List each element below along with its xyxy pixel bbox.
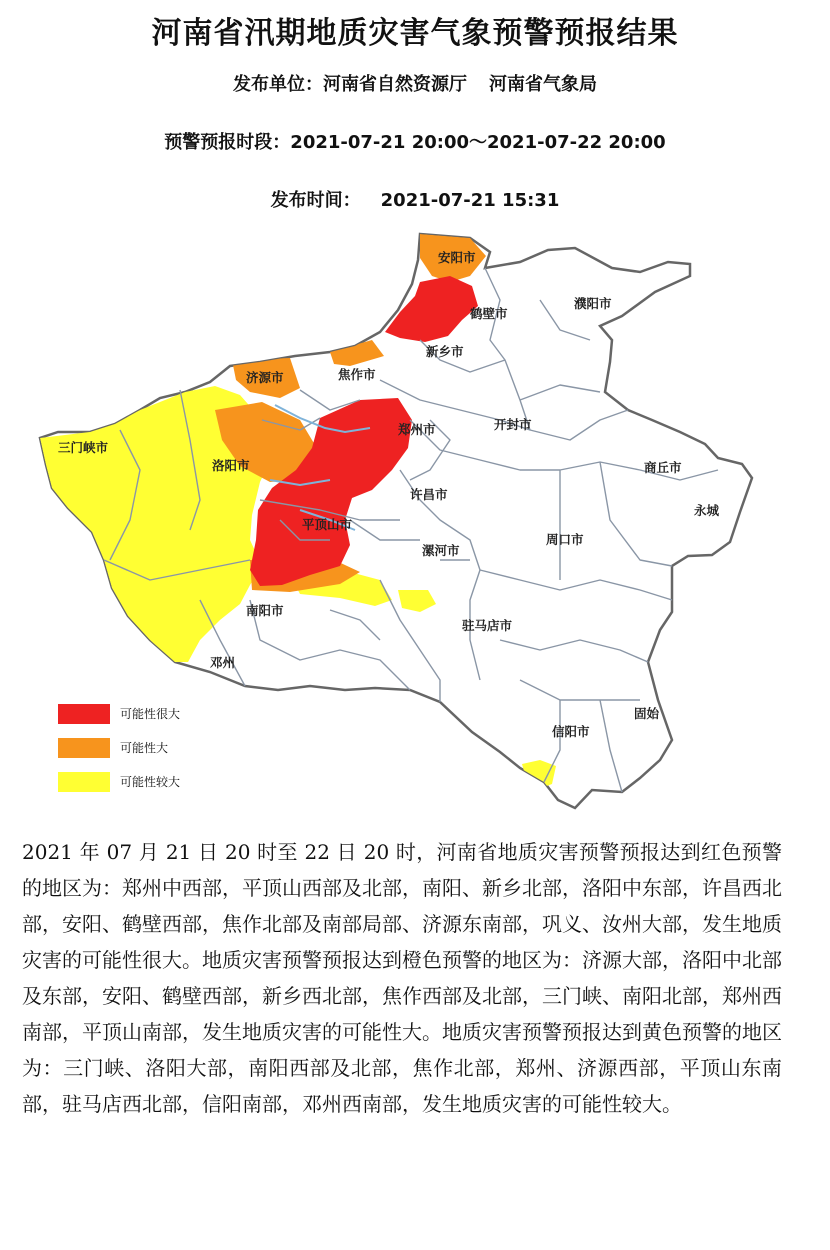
publisher-meteorology: 河南省气象局 [489,74,597,95]
publish-time-value: 2021-07-21 15:31 [380,190,560,211]
label-zhengzhou: 郑州市 [398,422,436,437]
label-dengzhou: 邓州 [210,655,236,670]
label-shangqiu: 商丘市 [644,460,682,475]
label-xuchang: 许昌市 [410,487,448,502]
label-xinxiang: 新乡市 [426,344,464,359]
label-pingdingshan: 平顶山市 [302,517,353,532]
label-kaifeng: 开封市 [494,417,532,432]
label-anyang: 安阳市 [438,250,476,265]
label-hebi: 鹤壁市 [470,306,508,321]
legend-swatch-red [58,704,110,724]
legend-swatch-orange [58,738,110,758]
publisher-line [0,70,830,96]
label-zhoukou: 周口市 [546,532,584,547]
legend-label: 可能性很大 [120,707,181,721]
period-line [0,128,830,154]
label-puyang: 濮阳市 [574,296,612,311]
henan-warning-map [0,222,830,822]
warning-description: 2021 年 07 月 21 日 20 时至 22 日 20 时，河南省地质灾害预警预报达到红色预警的地区为：郑州中西部，平顶山西部及北部，南阳、新乡北部，洛阳中东部，许昌西北部，安阳、鹤壁西部，焦作北部及南部局部、济源东南部，巩义、汝州大部，发生地质灾害的可能性很大。地质灾害预警预报达到橙色预警的地区为：济源大部，洛阳中北部及东部，安阳、鹤壁西部，新乡西北部，焦作西部及北部，三门峡、南阳北部，郑州西南部，平顶山南部，发生地质灾害的可能性大。地质灾害预警预报达到黄色预警的地区为：三门峡、洛阳大部，南阳西部及北部，焦作北部，郑州、济源西部，平顶山东南部，驻马店西北部，信阳南部，邓州西南部，发生地质灾害的可能性较大。 [22,840,782,1116]
label-zhumadian: 驻马店市 [462,618,513,633]
label-nanyang: 南阳市 [246,603,284,618]
label-jiyuan: 济源市 [246,370,284,385]
label-yongcheng: 永城 [694,503,720,518]
label-luoyang: 洛阳市 [212,458,250,473]
page-title: 河南省汛期地质灾害气象预警预报结果 [151,16,679,51]
publish-time-label: 发布时间： [270,190,361,211]
label-xinyang: 信阳市 [552,724,590,739]
publisher-natural-resources: 河南省自然资源厅 [323,74,467,95]
publish-time-line [0,186,830,212]
legend-label: 可能性大 [120,741,169,755]
legend-swatch-yellow [58,772,110,792]
label-jiaozuo: 焦作市 [338,367,376,382]
period-label: 预警预报时段： [164,132,291,153]
publisher-label: 发布单位： [233,74,323,95]
label-luohe: 漯河市 [422,543,460,558]
label-sanmenxia: 三门峡市 [58,440,109,455]
label-gushi: 固始 [634,706,660,721]
period-value: 2021-07-21 20:00～2021-07-22 20:00 [290,132,666,153]
legend-label: 可能性较大 [120,775,181,789]
